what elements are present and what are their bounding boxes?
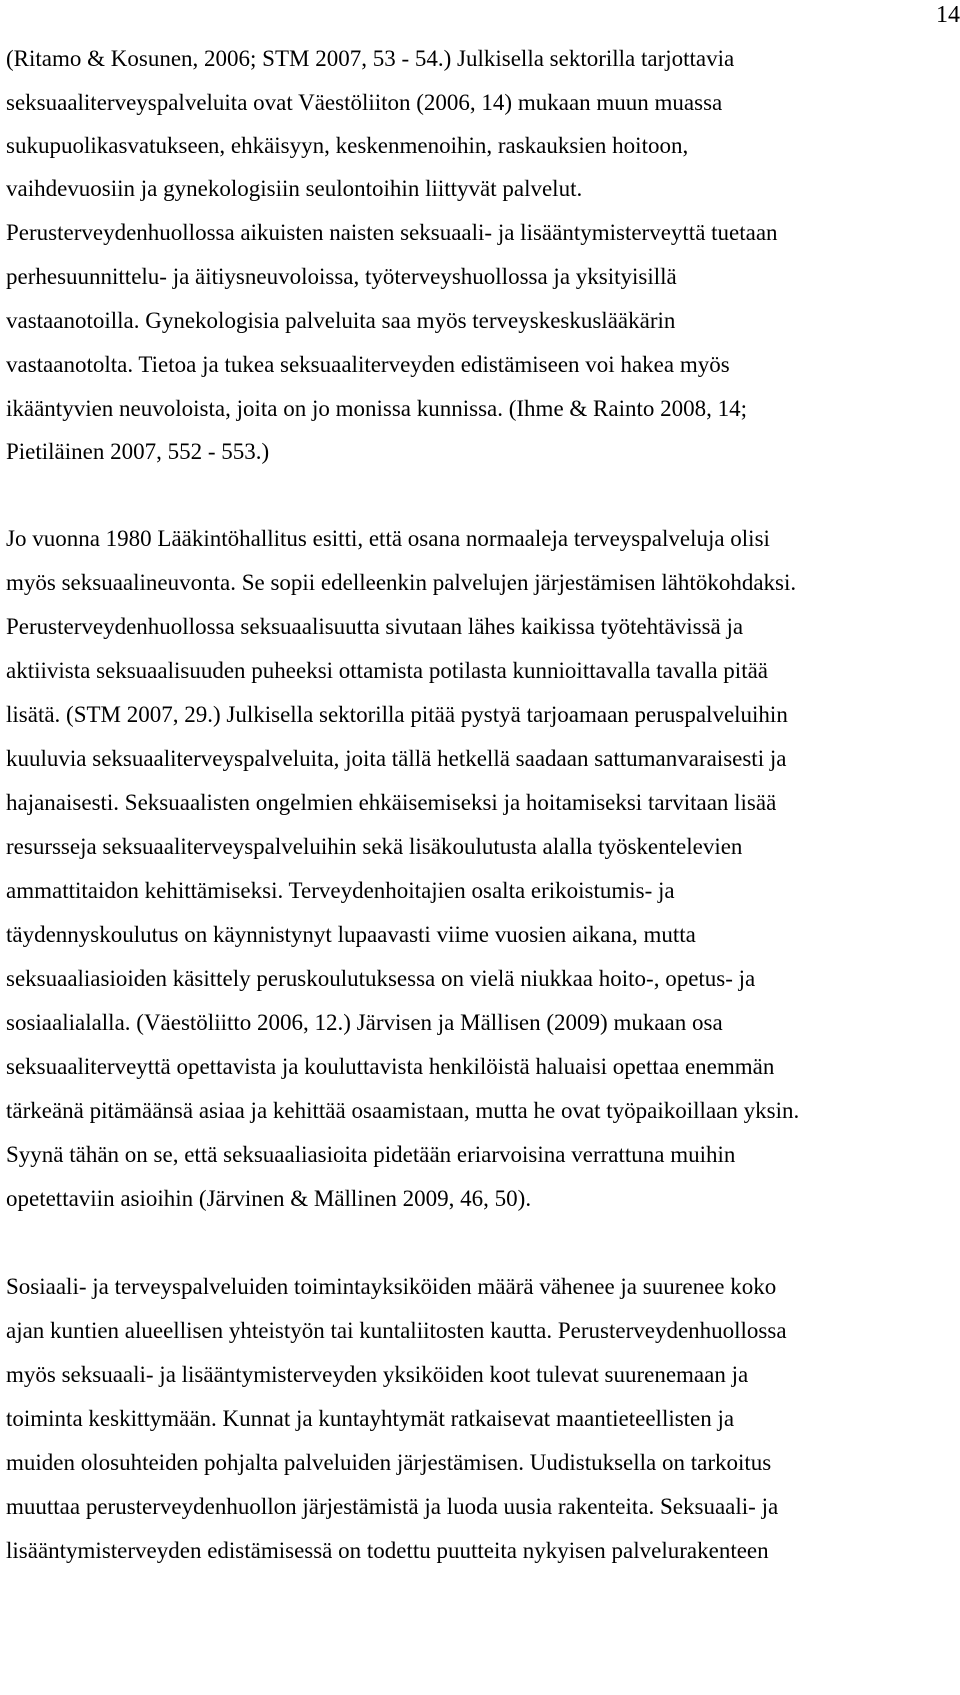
text-line: seksuaaliasioiden käsittely peruskoulutuksessa on vielä niukkaa hoito-, opetus- ja (6, 966, 756, 991)
page-number: 14 (936, 2, 960, 28)
text-line: vaihdevuosiin ja gynekologisiin seulontoihin liittyvät palvelut. (6, 176, 583, 201)
text-line: muuttaa perusterveydenhuollon järjestämistä ja luoda uusia rakenteita. Seksuaali- ja (6, 1494, 779, 1519)
text-line: vastaanotolta. Tietoa ja tukea seksuaaliterveyden edistämiseen voi hakea myös (6, 352, 730, 377)
text-line: myös seksuaalineuvonta. Se sopii edelleenkin palvelujen järjestämisen lähtökohdaksi. (6, 570, 797, 595)
text-line: (Ritamo & Kosunen, 2006; STM 2007, 53 - 54.) Julkisella sektorilla tarjottavia (6, 46, 735, 71)
text-line: lisääntymisterveyden edistämisessä on todettu puutteita nykyisen palvelurakenteen (6, 1538, 769, 1563)
text-line: seksuaaliterveyttä opettavista ja kouluttavista henkilöistä haluaisi opettaa enemmän (6, 1054, 775, 1079)
text-line: vastaanotoilla. Gynekologisia palveluita saa myös terveyskeskuslääkärin (6, 308, 676, 333)
text-line: toiminta keskittymään. Kunnat ja kuntayhtymät ratkaisevat maantieteellisten ja (6, 1406, 735, 1431)
text-line: lisätä. (STM 2007, 29.) Julkisella sektorilla pitää pystyä tarjoamaan peruspalveluihin (6, 702, 788, 727)
text-line: Pietiläinen 2007, 552 - 553.) (6, 439, 270, 464)
text-line: Jo vuonna 1980 Lääkintöhallitus esitti, että osana normaaleja terveyspalveluja olisi (6, 526, 770, 551)
text-line: Sosiaali- ja terveyspalveluiden toimintayksiköiden määrä vähenee ja suurenee koko (6, 1274, 777, 1299)
text-line: seksuaaliterveyspalveluita ovat Väestöliiton (2006, 14) mukaan muun muassa (6, 90, 723, 115)
text-line: aktiivista seksuaalisuuden puheeksi ottamista potilasta kunnioittavalla tavalla pitää (6, 658, 768, 683)
text-line: täydennyskoulutus on käynnistynyt lupaavasti viime vuosien aikana, mutta (6, 922, 696, 947)
text-line: tärkeänä pitämäänsä asiaa ja kehittää osaamistaan, mutta he ovat työpaikoillaan yksin. (6, 1098, 800, 1123)
text-line: perhesuunnittelu- ja äitiysneuvoloissa, työterveyshuollossa ja yksityisillä (6, 264, 677, 289)
text-line: ajan kuntien alueellisen yhteistyön tai kuntaliitosten kautta. Perusterveydenhuollossa (6, 1318, 787, 1343)
text-line: muiden olosuhteiden pohjalta palveluiden järjestämisen. Uudistuksella on tarkoitus (6, 1450, 772, 1475)
text-line: myös seksuaali- ja lisääntymisterveyden yksiköiden koot tulevat suurenemaan ja (6, 1362, 749, 1387)
text-line: Syynä tähän on se, että seksuaaliasioita pidetään eriarvoisina verrattuna muihin (6, 1142, 736, 1167)
text-line: sukupuolikasvatukseen, ehkäisyyn, keskenmenoihin, raskauksien hoitoon, (6, 133, 689, 158)
text-line: ammattitaidon kehittämiseksi. Terveydenhoitajien osalta erikoistumis- ja (6, 878, 675, 903)
text-line: resursseja seksuaaliterveyspalveluihin sekä lisäkoulutusta alalla työskentelevien (6, 834, 743, 859)
text-line: opetettaviin asioihin (Järvinen & Mällinen 2009, 46, 50). (6, 1186, 532, 1211)
text-line: Perusterveydenhuollossa aikuisten naisten seksuaali- ja lisääntymisterveyttä tuetaan (6, 220, 778, 245)
text-line: hajanaisesti. Seksuaalisten ongelmien ehkäisemiseksi ja hoitamiseksi tarvitaan lisää (6, 790, 777, 815)
text-line: sosiaalialalla. (Väestöliitto 2006, 12.) Järvisen ja Mällisen (2009) mukaan osa (6, 1010, 723, 1035)
text-line: Perusterveydenhuollossa seksuaalisuutta sivutaan lähes kaikissa työtehtävissä ja (6, 614, 744, 639)
text-line: kuuluvia seksuaaliterveyspalveluita, joita tällä hetkellä saadaan sattumanvaraisesti ja (6, 746, 787, 771)
text-line: ikääntyvien neuvoloista, joita on jo monissa kunnissa. (Ihme & Rainto 2008, 14; (6, 396, 748, 421)
